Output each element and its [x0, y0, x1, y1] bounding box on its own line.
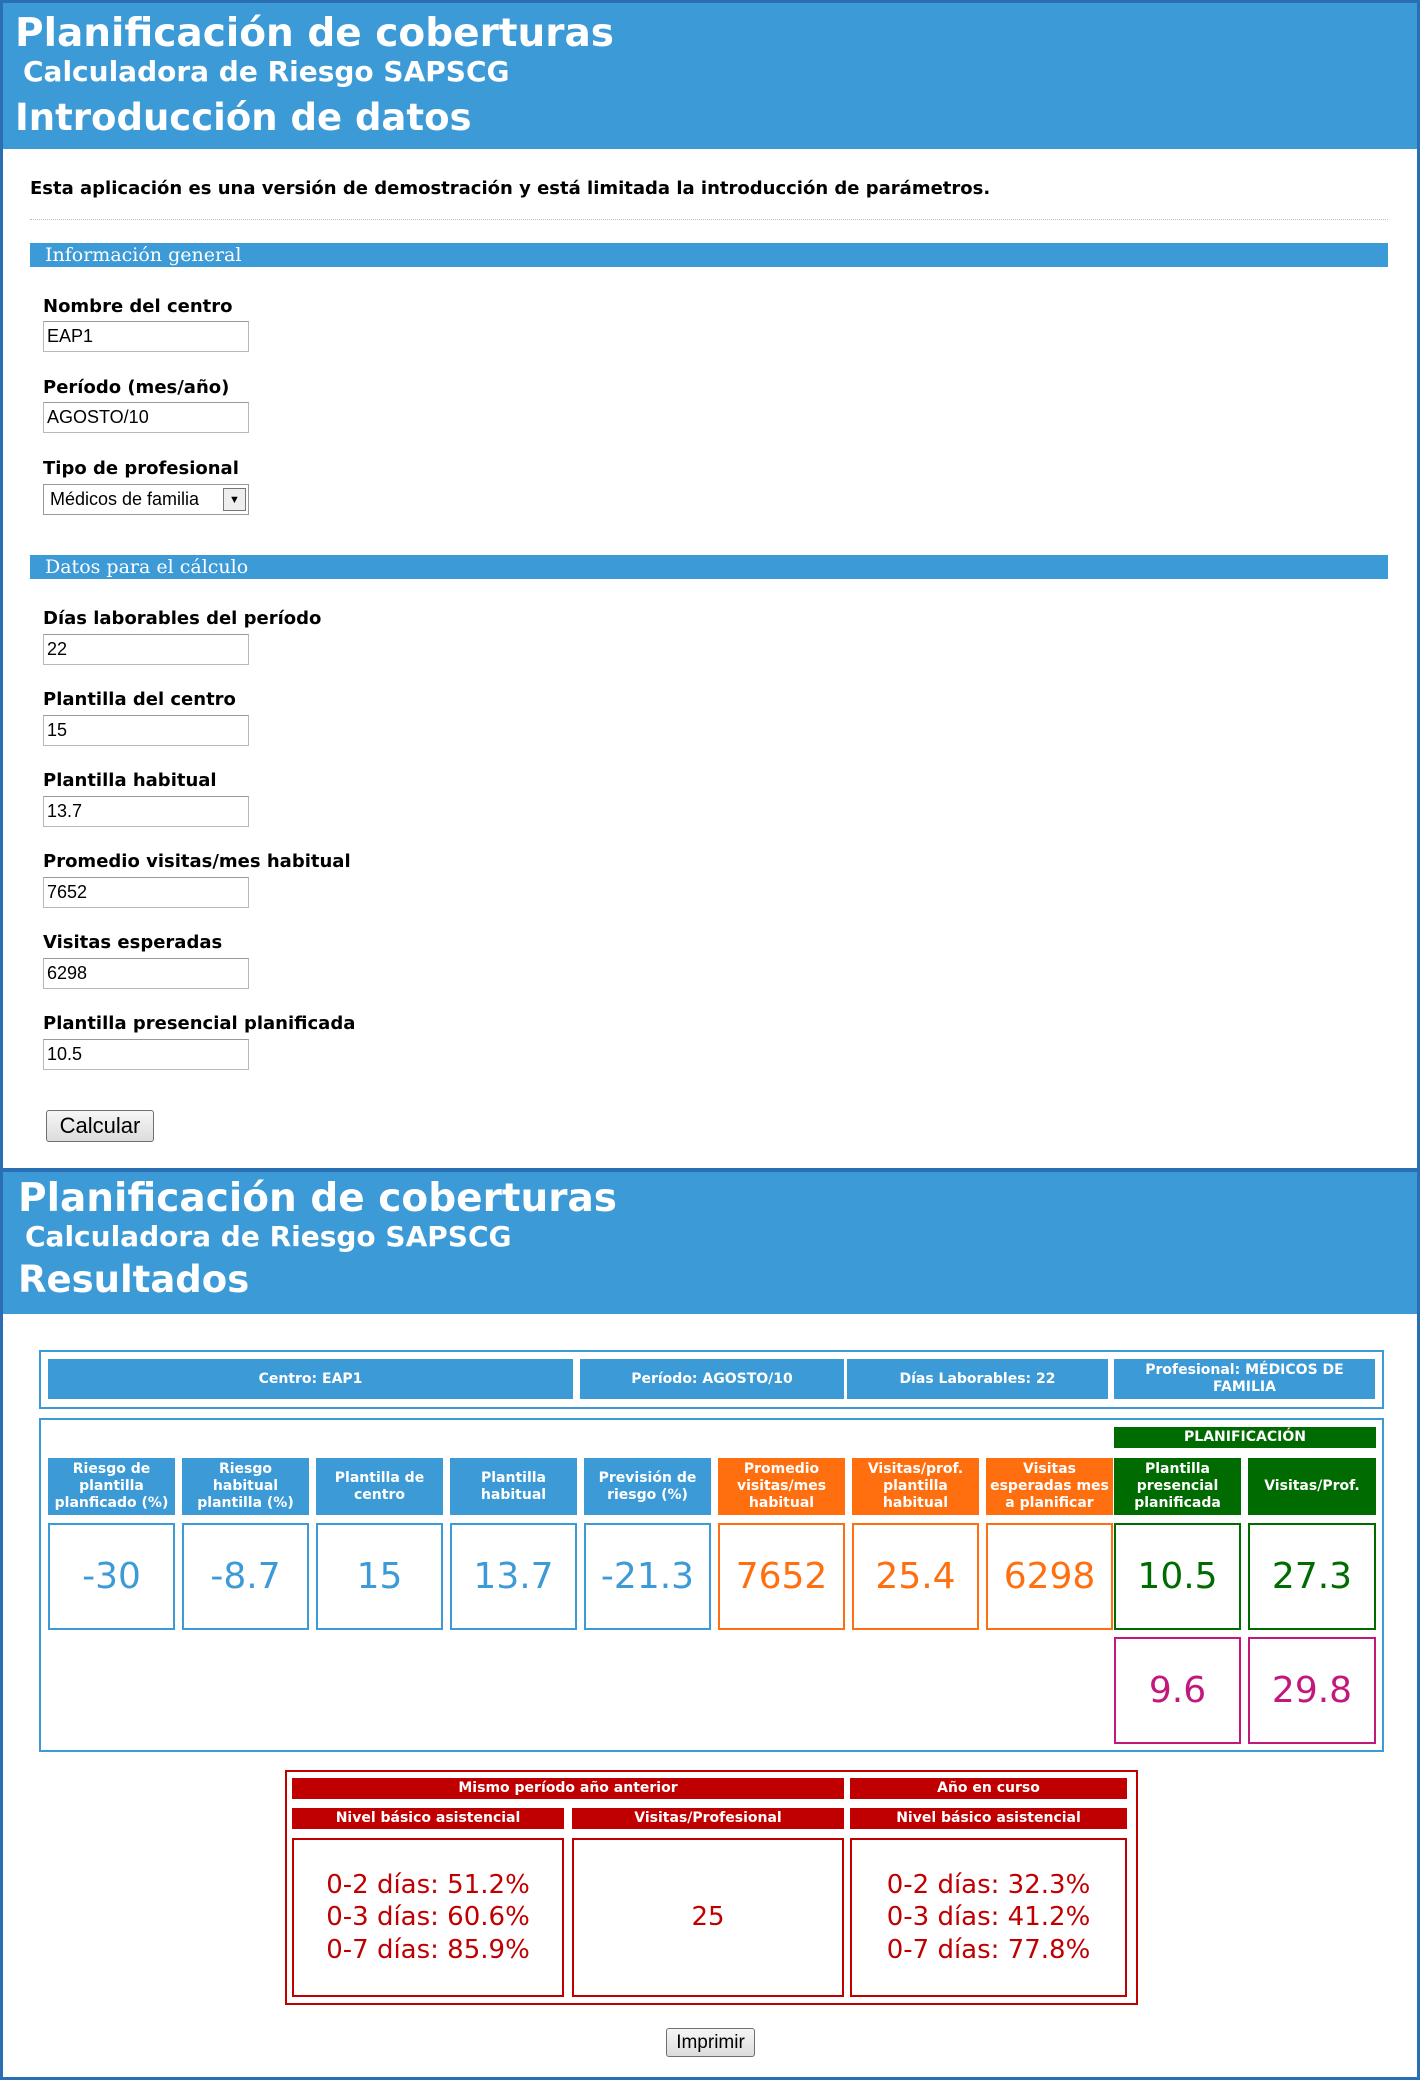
- curr-line: 0-3 días: 41.2%: [886, 1902, 1091, 1933]
- section-calc: Datos para el cálculo: [30, 555, 1388, 579]
- label-plantilla-centro: Plantilla del centro: [43, 689, 236, 710]
- column-header: Riesgo habitual plantilla (%): [182, 1458, 309, 1515]
- label-plantilla-presencial: Plantilla presencial planificada: [43, 1013, 356, 1034]
- page-title: Introducción de datos: [15, 96, 472, 139]
- history-box: [285, 1770, 1138, 2005]
- input-panel: [3, 3, 1417, 1168]
- planificacion-label: PLANIFICACIÓN: [1114, 1427, 1376, 1448]
- chevron-down-icon[interactable]: ▼: [223, 488, 246, 511]
- label-dias: Días laborables del período: [43, 608, 322, 629]
- results-header: [3, 1172, 1417, 1314]
- dias-input[interactable]: [43, 634, 249, 665]
- column-value: 25.4: [852, 1523, 979, 1630]
- tipo-selected-value: Médicos de familia: [50, 489, 200, 509]
- extra-value: 9.6: [1114, 1637, 1241, 1744]
- results-box: [39, 1418, 1384, 1752]
- column-header: Visitas/prof. plantilla habitual: [852, 1458, 979, 1515]
- summary-dias: Días Laborables: 22: [847, 1359, 1108, 1399]
- app-subtitle: Calculadora de Riesgo SAPSCG: [25, 1220, 512, 1253]
- column-header: Visitas esperadas mes a planificar: [986, 1458, 1113, 1515]
- periodo-input[interactable]: [43, 402, 249, 433]
- label-centro: Nombre del centro: [43, 296, 233, 317]
- column-value: -30: [48, 1523, 175, 1630]
- label-periodo: Período (mes/año): [43, 377, 230, 398]
- visitas-profesional-value: 25: [691, 1902, 725, 1933]
- column-header: Plantilla presencial planificada: [1114, 1458, 1241, 1515]
- tipo-profesional-select[interactable]: [43, 484, 249, 515]
- column-value: 6298: [986, 1523, 1113, 1630]
- plantilla-centro-input[interactable]: [43, 715, 249, 746]
- plantilla-habitual-input[interactable]: [43, 796, 249, 827]
- visitas-esperadas-input[interactable]: [43, 958, 249, 989]
- divider: [30, 219, 1388, 220]
- prev-line: 0-2 días: 51.2%: [326, 1869, 530, 1900]
- results-panel: [3, 1172, 1417, 2077]
- calcular-button[interactable]: Calcular: [46, 1110, 154, 1142]
- prev-nivel-header: Nivel básico asistencial: [292, 1808, 564, 1829]
- previous-year-header: Mismo período año anterior: [292, 1778, 844, 1799]
- app-title: Planificación de coberturas: [18, 1176, 617, 1221]
- centro-input[interactable]: [43, 321, 249, 352]
- column-header: Promedio visitas/mes habitual: [718, 1458, 845, 1515]
- extra-value: 29.8: [1248, 1637, 1376, 1744]
- column-value: 10.5: [1114, 1523, 1241, 1630]
- plantilla-presencial-input[interactable]: [43, 1039, 249, 1070]
- column-value: -21.3: [584, 1523, 711, 1630]
- curr-nivel-header: Nivel básico asistencial: [850, 1808, 1127, 1829]
- column-value: 27.3: [1248, 1523, 1376, 1630]
- prev-line: 0-3 días: 60.6%: [326, 1902, 530, 1933]
- app-subtitle: Calculadora de Riesgo SAPSCG: [23, 55, 510, 88]
- column-header: Visitas/Prof.: [1248, 1458, 1376, 1515]
- column-value: 7652: [718, 1523, 845, 1630]
- summary-centro: Centro: EAP1: [48, 1359, 573, 1399]
- column-header: Plantilla de centro: [316, 1458, 443, 1515]
- label-promedio-visitas: Promedio visitas/mes habitual: [43, 851, 351, 872]
- curr-line: 0-7 días: 77.8%: [886, 1934, 1091, 1965]
- app-title: Planificación de coberturas: [15, 11, 614, 56]
- label-visitas-esperadas: Visitas esperadas: [43, 932, 223, 953]
- summary-box: [39, 1350, 1384, 1409]
- imprimir-button[interactable]: Imprimir: [666, 2028, 755, 2057]
- curr-nivel-values: [850, 1838, 1127, 1997]
- current-year-header: Año en curso: [850, 1778, 1127, 1799]
- column-value: 15: [316, 1523, 443, 1630]
- summary-profesional: Profesional: MÉDICOS DE FAMILIA: [1114, 1359, 1375, 1399]
- page-title: Resultados: [18, 1258, 250, 1301]
- prev-nivel-values: [292, 1838, 564, 1997]
- section-general: Información general: [30, 243, 1388, 267]
- app-header: [3, 3, 1417, 149]
- summary-periodo: Período: AGOSTO/10: [580, 1359, 844, 1399]
- column-header: Plantilla habitual: [450, 1458, 577, 1515]
- label-tipo: Tipo de profesional: [43, 458, 239, 479]
- visitas-profesional-header: Visitas/Profesional: [572, 1808, 844, 1829]
- demo-notice: Esta aplicación es una versión de demostración y está limitada la introducción de parámetros.: [30, 178, 991, 199]
- prev-line: 0-7 días: 85.9%: [326, 1934, 530, 1965]
- curr-line: 0-2 días: 32.3%: [886, 1869, 1091, 1900]
- promedio-visitas-input[interactable]: [43, 877, 249, 908]
- label-plantilla-habitual: Plantilla habitual: [43, 770, 217, 791]
- column-header: Riesgo de plantilla planficado (%): [48, 1458, 175, 1515]
- column-value: -8.7: [182, 1523, 309, 1630]
- column-value: 13.7: [450, 1523, 577, 1630]
- visitas-profesional-value-box: [572, 1838, 844, 1997]
- column-header: Previsión de riesgo (%): [584, 1458, 711, 1515]
